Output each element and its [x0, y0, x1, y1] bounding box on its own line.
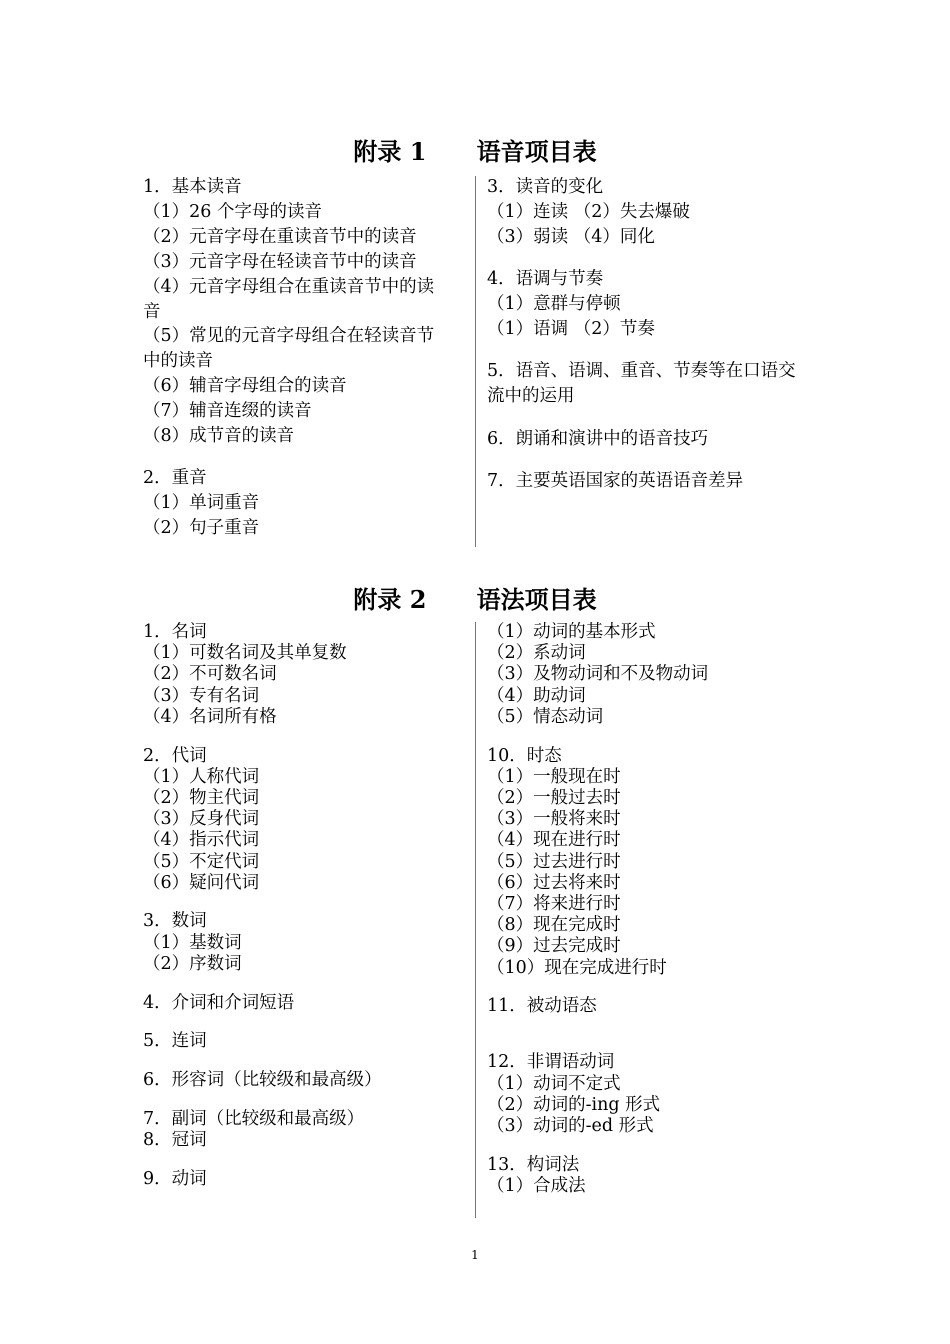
blank-line — [143, 1091, 382, 1109]
outline-item: （5）情态动词 — [487, 706, 604, 727]
outline-item: 9．动词 — [143, 1168, 207, 1189]
outline-item: 5．连词 — [143, 1031, 207, 1052]
outline-item: （4）助动词 — [487, 685, 586, 706]
outline-item: 7．副词（比较级和最高级） — [143, 1108, 365, 1129]
blank-line — [487, 342, 796, 360]
outline-item: （1）动词的基本形式 — [487, 622, 656, 642]
outline-item: （8）现在完成时 — [487, 915, 621, 936]
outline-item: （6）过去将来时 — [487, 872, 621, 893]
outline-item: 10．时态 — [487, 745, 562, 766]
outline-item: （8）成节音的读音 — [143, 426, 295, 447]
outline-item: （4）名词所有格 — [143, 706, 277, 727]
outline-item: （1）可数名词及其单复数 — [143, 643, 347, 664]
outline-item: 4．语调与节奏 — [487, 269, 604, 290]
outline-item: 3．读音的变化 — [487, 177, 604, 197]
outline-item: 7．主要英语国家的英语语音差异 — [487, 471, 744, 492]
outline-item: （3）一般将来时 — [487, 809, 621, 830]
outline-item: 1．基本读音 — [143, 177, 242, 197]
outline-item: 6．形容词（比较级和最高级） — [143, 1069, 382, 1090]
appendix2-right-column — [487, 622, 708, 1197]
outline-item: （1）合成法 — [487, 1175, 586, 1196]
outline-item: （7）将来进行时 — [487, 893, 621, 914]
blank-line — [487, 1035, 708, 1053]
outline-item: （1）动词不定式 — [487, 1073, 621, 1094]
outline-item: （2）不可数名词 — [143, 664, 277, 685]
blank-line — [143, 1052, 382, 1070]
outline-item: （6）辅音字母组合的读音 — [143, 376, 347, 397]
blank-line — [487, 979, 708, 997]
appendix1-column-divider — [475, 176, 476, 547]
outline-item: （4）现在进行时 — [487, 830, 621, 851]
outline-item: 12．非谓语动词 — [487, 1052, 615, 1073]
outline-item: 2．代词 — [143, 745, 207, 766]
outline-item: （5）不定代词 — [143, 851, 260, 872]
outline-item: 3．数词 — [143, 911, 207, 932]
outline-item: （2）句子重音 — [143, 518, 260, 539]
outline-item: （3）及物动词和不及物动词 — [487, 664, 709, 685]
outline-item: 13．构词法 — [487, 1154, 580, 1175]
outline-item: （2）元音字母在重读音节中的读音 — [143, 226, 417, 247]
blank-line — [487, 409, 796, 427]
blank-line — [143, 449, 434, 467]
blank-line — [487, 452, 796, 470]
outline-item: （4）指示代词 — [143, 830, 260, 851]
outline-item: 6．朗诵和演讲中的语音技巧 — [487, 428, 709, 449]
outline-item: （2）动词的-ing 形式 — [487, 1094, 661, 1115]
outline-item: （3）弱读 （4）同化 — [487, 226, 655, 247]
outline-item: （3）元音字母在轻读音节中的读音 — [143, 251, 417, 272]
outline-item: （1）语调 （2）节奏 — [487, 319, 655, 340]
outline-item: 音 — [143, 301, 161, 322]
outline-item: （10）现在完成进行时 — [487, 957, 667, 978]
outline-item: （2）一般过去时 — [487, 787, 621, 808]
outline-item: （7）辅音连缀的读音 — [143, 401, 312, 422]
outline-item: （2）序数词 — [143, 953, 242, 974]
outline-item: 2．重音 — [143, 468, 207, 489]
outline-item: （2）物主代词 — [143, 787, 260, 808]
outline-item: （5）过去进行时 — [487, 851, 621, 872]
outline-item: （4）元音字母组合在重读音节中的读 — [143, 276, 435, 297]
appendix1-title: 附录 1 语音项目表 — [353, 137, 597, 166]
blank-line — [143, 894, 382, 912]
outline-item: （1）一般现在时 — [487, 766, 621, 787]
blank-line — [143, 1014, 382, 1032]
appendix2-title: 附录 2 语法项目表 — [353, 585, 597, 614]
appendix1-left-column — [143, 175, 434, 541]
outline-item: 流中的运用 — [487, 386, 575, 407]
outline-item: （1）意群与停顿 — [487, 294, 621, 315]
outline-item: （3）反身代词 — [143, 809, 260, 830]
outline-item: （2）系动词 — [487, 643, 586, 664]
blank-line — [143, 975, 382, 993]
outline-item: （5）常见的元音字母组合在轻读音节 — [143, 326, 435, 347]
blank-line — [143, 728, 382, 746]
outline-item: 11．被动语态 — [487, 996, 597, 1017]
outline-item: 1．名词 — [143, 622, 207, 642]
blank-line — [487, 1017, 708, 1035]
outline-item: （1）单词重音 — [143, 493, 260, 514]
blank-line — [487, 250, 796, 268]
outline-item: （1）基数词 — [143, 932, 242, 953]
outline-item: （9）过去完成时 — [487, 936, 621, 957]
blank-line — [143, 1151, 382, 1169]
outline-item: （1）连读 （2）失去爆破 — [487, 201, 690, 222]
outline-item: 5．语音、语调、重音、节奏等在口语交 — [487, 361, 796, 382]
outline-item: （3）专有名词 — [143, 685, 260, 706]
appendix2-left-column — [143, 622, 382, 1190]
page-number: 1 — [471, 1248, 479, 1262]
outline-item: （1）人称代词 — [143, 766, 260, 787]
outline-item: （1）26 个字母的读音 — [143, 201, 322, 222]
blank-line — [487, 1137, 708, 1155]
outline-item: 中的读音 — [143, 351, 213, 372]
appendix1-right-column — [487, 175, 796, 494]
appendix2-column-divider — [475, 622, 476, 1218]
outline-item: 4．介词和介词短语 — [143, 992, 295, 1013]
outline-item: （3）动词的-ed 形式 — [487, 1116, 654, 1137]
blank-line — [487, 728, 708, 746]
outline-item: （6）疑问代词 — [143, 872, 260, 893]
outline-item: 8．冠词 — [143, 1129, 207, 1150]
